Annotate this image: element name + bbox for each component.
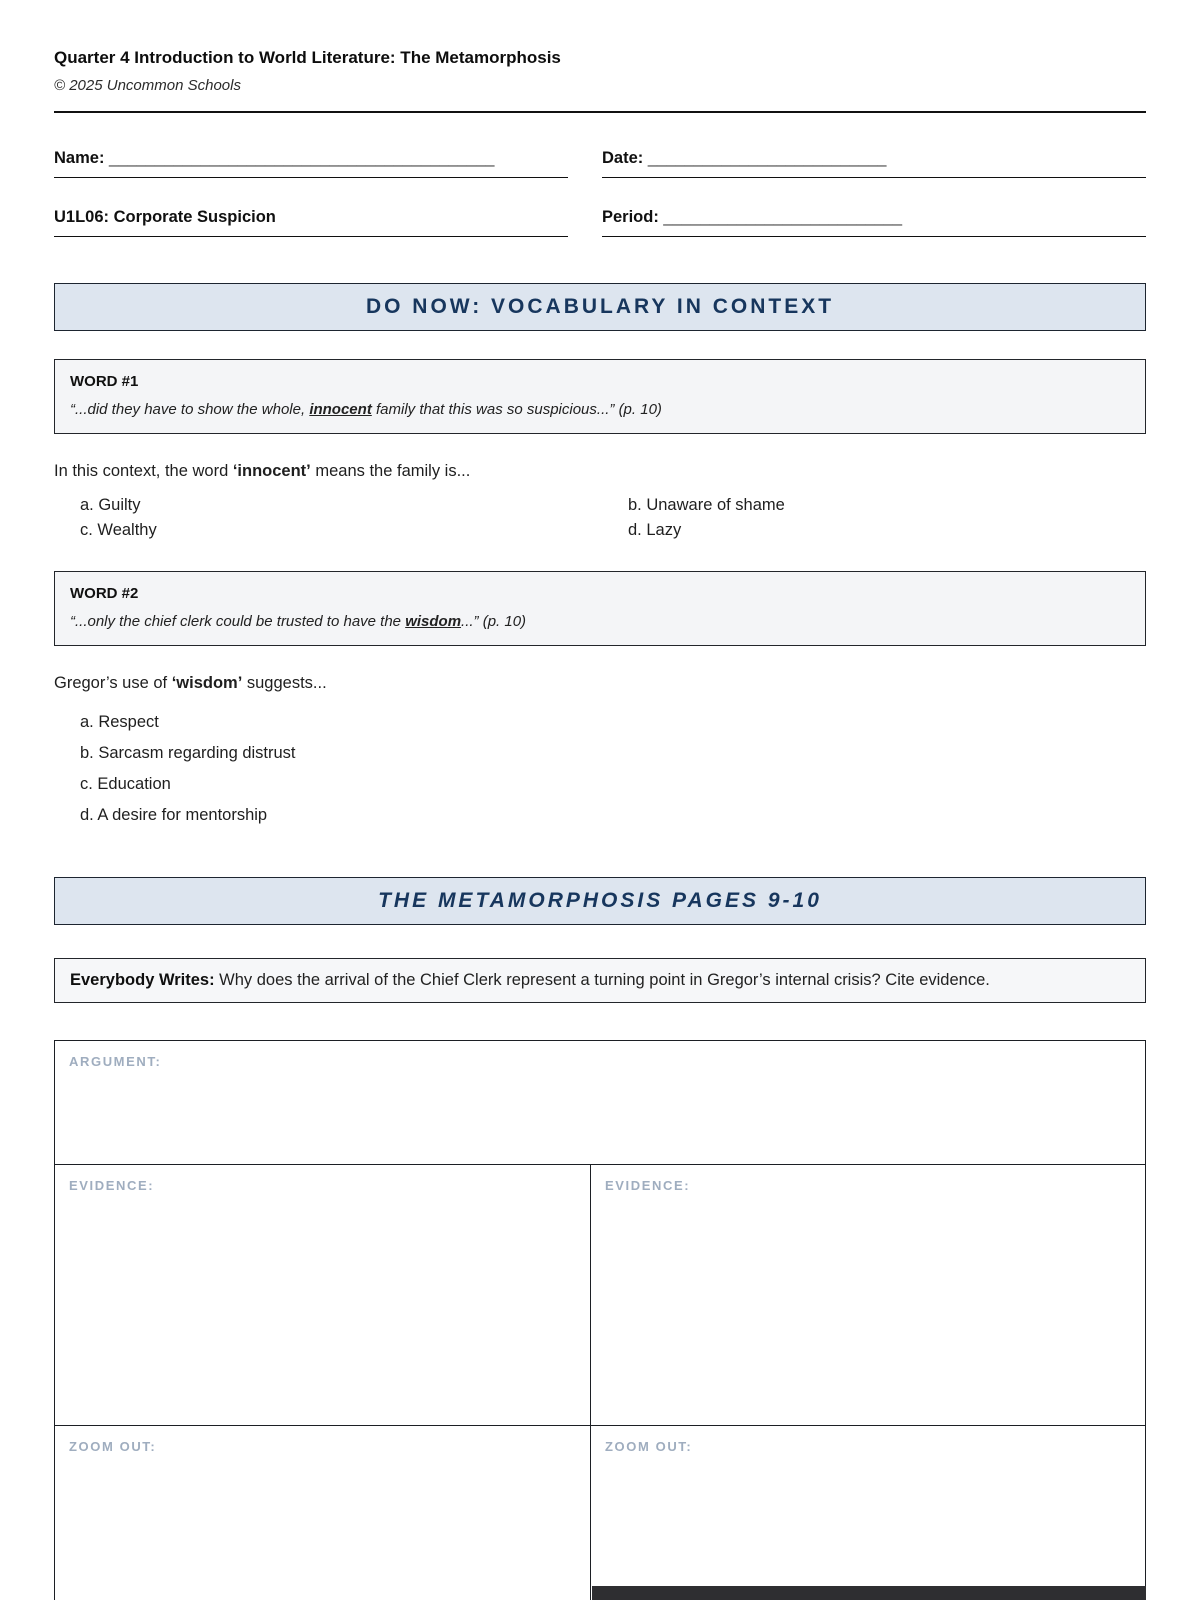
choice-option-d: d. Lazy [628, 521, 682, 539]
reading-section-header [54, 877, 1146, 925]
evidence-label-left: EVIDENCE: [69, 1178, 155, 1193]
word1-box [54, 359, 1146, 434]
choice-option-b: b. Unaware of shame [628, 496, 785, 514]
zoom-out-cell-right[interactable] [591, 1426, 1145, 1600]
evidence-cell-right[interactable] [591, 1165, 1145, 1425]
word1-question [54, 462, 1146, 481]
name-field[interactable] [54, 149, 568, 178]
date-label: Date: [602, 149, 644, 167]
reading-section-title: THE METAMORPHOSIS PAGES 9-10 [378, 889, 822, 912]
name-label: Name: [54, 149, 105, 167]
word1-question-pre: In this context, the word [54, 462, 233, 480]
date-blank: __________________________ [643, 149, 887, 167]
word1-quote [70, 401, 1130, 418]
choice-option-c: c. Education [80, 775, 171, 793]
word1-question-word: ‘innocent’ [232, 462, 311, 480]
word1-keyword: innocent [309, 401, 372, 418]
period-label: Period: [602, 208, 659, 226]
period-blank: __________________________ [658, 208, 903, 226]
word1-label: WORD #1 [70, 373, 139, 390]
choice-option-c: c. Wealthy [80, 521, 157, 539]
name-blank: __________________________________________ [104, 149, 495, 167]
evidence-row [55, 1165, 1145, 1426]
word1-question-post: means the family is... [310, 462, 471, 480]
everybody-writes-prompt [54, 958, 1146, 1003]
argument-label: ARGUMENT: [69, 1054, 162, 1069]
word1-choices [54, 493, 1146, 543]
cutoff-dark-bar [592, 1586, 1146, 1600]
zoom-out-cell-left[interactable] [55, 1426, 591, 1600]
lesson-title-field [54, 208, 568, 237]
word2-keyword: wisdom [405, 613, 462, 630]
document-title: Quarter 4 Introduction to World Literature: The Metamorphosis [54, 48, 561, 67]
word2-box [54, 571, 1146, 646]
do-now-section-title: DO NOW: VOCABULARY IN CONTEXT [365, 295, 835, 318]
word2-label: WORD #2 [70, 585, 139, 602]
word2-quote-pre: “...only the chief clerk could be trusted to have the [70, 613, 406, 630]
word2-question-pre: Gregor’s use of [54, 674, 172, 692]
header-divider [54, 111, 1146, 113]
student-info-grid [54, 149, 1146, 237]
date-field[interactable] [602, 149, 1146, 178]
zoom-out-label-right: ZOOM OUT: [605, 1439, 693, 1454]
period-field[interactable] [602, 208, 1146, 237]
choice-option-a: a. Guilty [80, 496, 141, 514]
lesson-title: U1L06: Corporate Suspicion [54, 208, 276, 226]
word2-question-post: suggests... [242, 674, 327, 692]
copyright-line: © 2025 Uncommon Schools [54, 77, 241, 94]
word2-choices [54, 707, 1146, 831]
word2-question-word: ‘wisdom’ [171, 674, 243, 692]
do-now-section-header [54, 283, 1146, 331]
everybody-writes-label: Everybody Writes: [70, 971, 215, 989]
word1-quote-post: family that this was so suspicious...” (p. 10) [371, 401, 662, 418]
word2-question [54, 674, 1146, 693]
zoom-out-row [55, 1426, 1145, 1600]
word1-quote-pre: “...did they have to show the whole, [70, 401, 310, 418]
word2-quote-post: ...” (p. 10) [461, 613, 527, 630]
word2-quote [70, 613, 1130, 630]
document-header [54, 48, 1146, 113]
response-grid [54, 1040, 1146, 1600]
everybody-writes-text: Why does the arrival of the Chief Clerk represent a turning point in Gregor’s internal crisis? Cite evidence. [214, 971, 990, 989]
evidence-label-right: EVIDENCE: [605, 1178, 691, 1193]
choice-option-b: b. Sarcasm regarding distrust [80, 744, 296, 762]
evidence-cell-left[interactable] [55, 1165, 591, 1425]
choice-option-a: a. Respect [80, 713, 159, 731]
choice-option-d: d. A desire for mentorship [80, 806, 268, 824]
argument-cell[interactable] [55, 1041, 1145, 1165]
zoom-out-label-left: ZOOM OUT: [69, 1439, 157, 1454]
